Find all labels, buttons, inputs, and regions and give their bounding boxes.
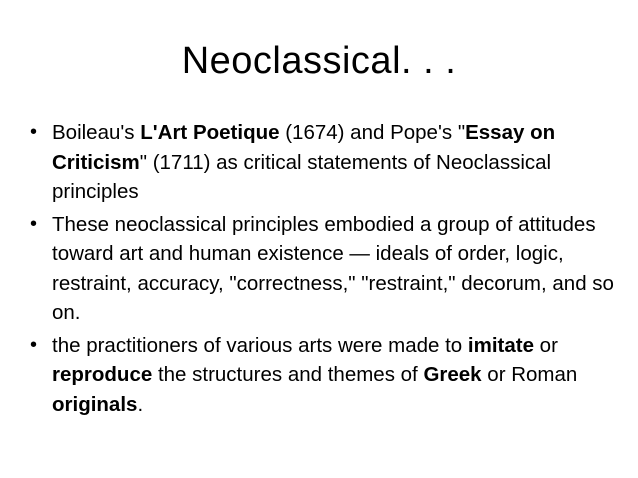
bullet-dot-icon: • — [30, 121, 38, 143]
bullet-1-text-1: Boileau's — [52, 121, 141, 144]
bullet-dot-icon: • — [30, 212, 38, 235]
bullet-3-bold-greek: Greek — [423, 363, 482, 386]
bullet-item-2 — [30, 210, 615, 328]
bullet-1-text-3: " (1711) as critical statements of Neoclassical principles — [52, 150, 552, 203]
bullet-item-3 — [30, 331, 615, 420]
bullet-3-text-2: or — [533, 333, 558, 357]
bullet-3-text-4: or Roman — [481, 363, 578, 386]
bullet-item-1 — [30, 118, 615, 207]
bullet-1-text-2: (1674) and Pope's " — [279, 121, 466, 144]
slide-title: Neoclassical. . . — [181, 40, 457, 82]
bullet-3-bold-reproduce: reproduce — [52, 363, 153, 386]
bullet-1-bold-lart-poetique: L'Art Poetique — [140, 121, 280, 144]
bullet-list — [30, 118, 615, 422]
bullet-3-text-3: the structures and themes of — [152, 363, 424, 386]
bullet-3-bold-imitate: imitate — [467, 333, 534, 357]
bullet-3-text-5: . — [137, 392, 144, 416]
bullet-3-bold-originals: originals — [52, 392, 138, 416]
bullet-1-bold-essay-on-criticism: Essay on Criticism — [52, 121, 556, 174]
bullet-2-text: These neoclassical principles embodied a group of attitudes toward art and human existence — ideals of order, logic, restraint, accuracy, "correctness," "restraint," decorum, and so on. — [52, 212, 614, 324]
bullet-3-text-1: the practitioners of various arts were made to — [52, 333, 468, 357]
bullet-dot-icon: • — [30, 333, 38, 356]
